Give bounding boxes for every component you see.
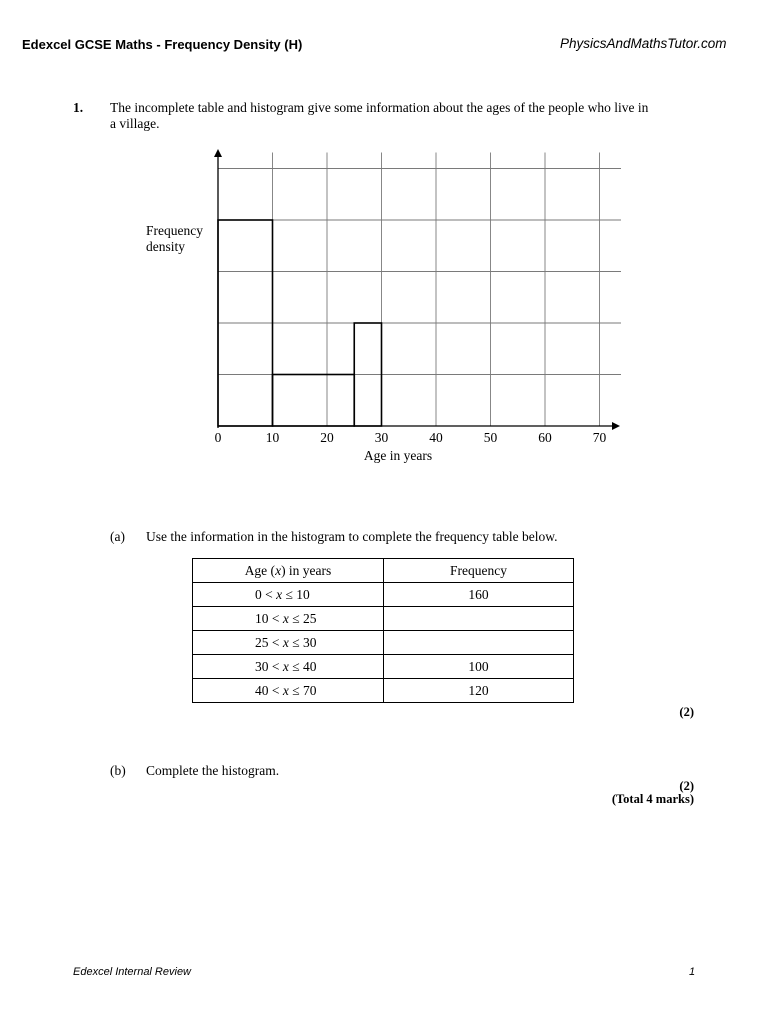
part-b-label: (b) [110,763,126,778]
y-axis-arrow [214,149,222,157]
table-row [193,679,574,703]
frequency-cell: 160 [384,583,574,607]
table-row [193,655,574,679]
x-tick-label: 70 [592,430,607,445]
age-range-cell: 10 < x ≤ 25 [193,607,384,631]
total-marks: (Total 4 marks) [611,792,694,806]
frequency-cell: 100 [384,655,574,679]
histogram-axes [214,149,620,430]
frequency-table [192,558,574,703]
frequency-cell [384,607,574,631]
x-tick-label: 30 [374,430,389,445]
footer-page-number: 1 [689,966,696,978]
age-range-cell: 30 < x ≤ 40 [193,655,384,679]
age-range-cell: 0 < x ≤ 10 [193,583,384,607]
histogram-grid [218,153,621,427]
part-a-text: Use the information in the histogram to complete the frequency table below. [146,529,558,544]
x-axis-arrow [612,422,620,430]
x-tick-label: 50 [483,430,498,445]
x-tick-label: 40 [429,430,443,445]
table-header-frequency: Frequency [384,559,574,583]
question-number: 1. [73,100,84,115]
y-axis-label-line1: Frequency [146,223,203,238]
table-header-age: Age (x) in years [193,559,384,583]
table-row [193,631,574,655]
table-header-row [193,559,574,583]
frequency-cell [384,631,574,655]
header-title: Edexcel GCSE Maths - Frequency Density (H) [22,37,303,52]
table-row [193,607,574,631]
x-tick-labels [215,430,607,445]
histogram-bar [273,375,355,427]
age-range-cell: 25 < x ≤ 30 [193,631,384,655]
y-axis-label-line2: density [146,239,185,254]
frequency-cell: 120 [384,679,574,703]
part-b-text: Complete the histogram. [146,763,280,778]
age-range-cell: 40 < x ≤ 70 [193,679,384,703]
part-a-label: (a) [110,529,125,544]
table-row [193,583,574,607]
x-tick-label: 20 [320,430,334,445]
x-tick-label: 10 [265,430,280,445]
footer-left: Edexcel Internal Review [73,966,192,978]
question-text: The incomplete table and histogram give some information about the ages of the people who live in a village. [110,100,649,131]
x-tick-label: 60 [538,430,552,445]
part-b-marks: (2) [679,779,694,793]
x-axis-label: Age in years [363,448,433,463]
part-a-marks: (2) [679,705,694,719]
x-tick-label: 0 [214,430,222,445]
header-site: PhysicsAndMathsTutor.com [560,36,727,51]
